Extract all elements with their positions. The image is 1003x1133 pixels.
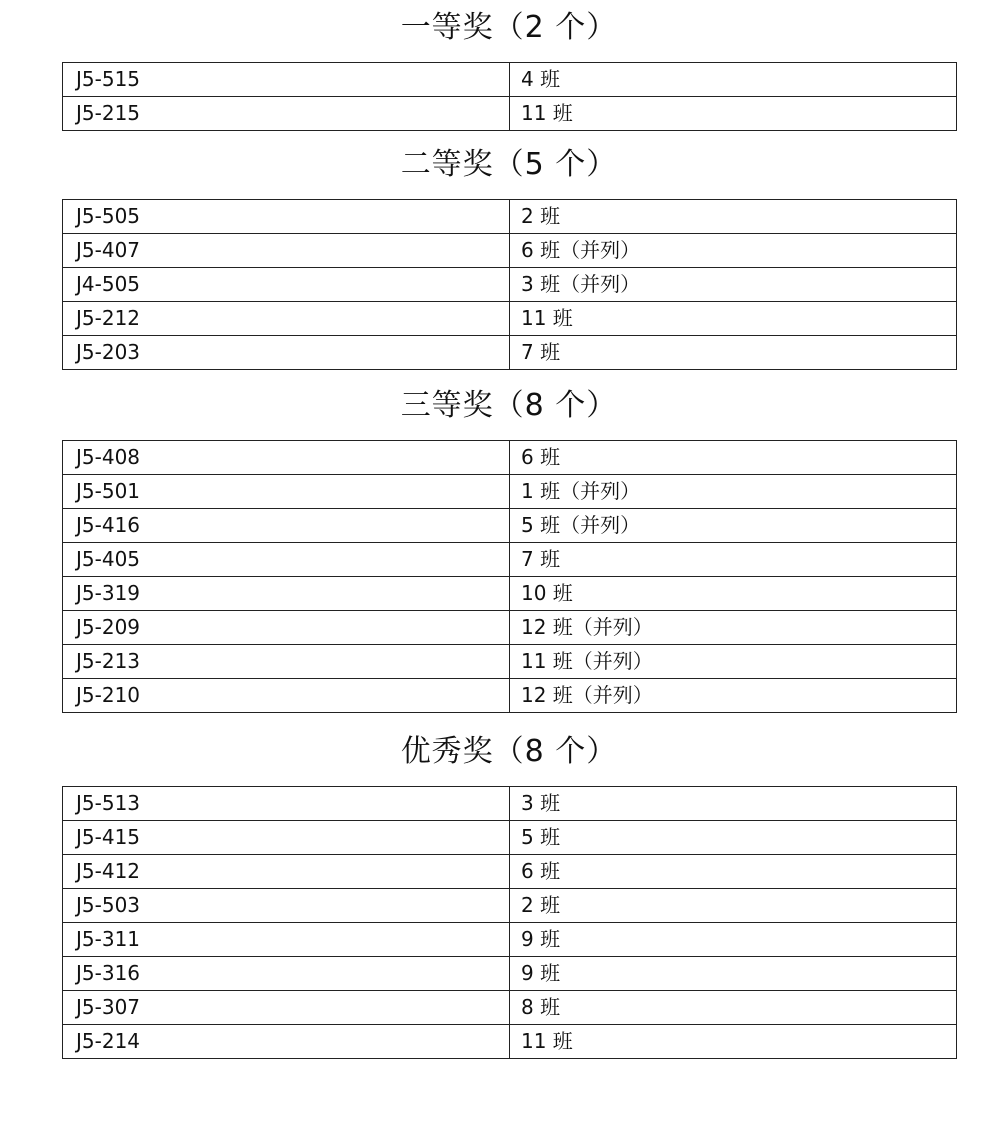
class-cell: 6 班 [510,855,957,889]
class-cell: 3 班 [510,787,957,821]
class-cell: 11 班（并列） [510,645,957,679]
table-row [63,509,957,543]
table-row [63,991,957,1025]
room-cell: J5-415 [63,821,510,855]
room-cell: J5-311 [63,923,510,957]
class-cell: 1 班（并列） [510,475,957,509]
section-title: 优秀奖（8 个） [400,734,618,769]
section-title: 三等奖（8 个） [400,388,618,423]
table-row [63,855,957,889]
class-cell: 12 班（并列） [510,679,957,713]
award-section-excellence [62,726,956,1059]
class-cell: 7 班 [510,543,957,577]
room-cell: J5-416 [63,509,510,543]
room-cell: J4-505 [63,268,510,302]
class-cell: 2 班 [510,200,957,234]
class-cell: 9 班 [510,957,957,991]
table-row [63,923,957,957]
room-cell: J5-408 [63,441,510,475]
room-cell: J5-316 [63,957,510,991]
class-cell: 10 班 [510,577,957,611]
room-cell: J5-213 [63,645,510,679]
award-table [62,786,957,1059]
table-row [63,97,957,131]
class-cell: 5 班（并列） [510,509,957,543]
class-cell: 12 班（并列） [510,611,957,645]
class-cell: 4 班 [510,63,957,97]
table-row [63,441,957,475]
room-cell: J5-214 [63,1025,510,1059]
table-row [63,1025,957,1059]
section-title: 一等奖（2 个） [400,10,618,45]
room-cell: J5-407 [63,234,510,268]
class-cell: 6 班 [510,441,957,475]
class-cell: 5 班 [510,821,957,855]
award-section-third [62,380,956,713]
table-row [63,821,957,855]
room-cell: J5-503 [63,889,510,923]
table-row [63,234,957,268]
room-cell: J5-505 [63,200,510,234]
table-row [63,302,957,336]
table-row [63,611,957,645]
room-cell: J5-319 [63,577,510,611]
room-cell: J5-513 [63,787,510,821]
room-cell: J5-515 [63,63,510,97]
award-table [62,62,957,131]
table-row [63,645,957,679]
class-cell: 3 班（并列） [510,268,957,302]
room-cell: J5-215 [63,97,510,131]
room-cell: J5-203 [63,336,510,370]
class-cell: 6 班（并列） [510,234,957,268]
table-row [63,268,957,302]
table-row [63,200,957,234]
class-cell: 7 班 [510,336,957,370]
room-cell: J5-307 [63,991,510,1025]
class-cell: 2 班 [510,889,957,923]
table-row [63,63,957,97]
table-row [63,957,957,991]
room-cell: J5-501 [63,475,510,509]
section-title: 二等奖（5 个） [400,147,618,182]
table-row [63,679,957,713]
table-row [63,577,957,611]
room-cell: J5-209 [63,611,510,645]
table-row [63,475,957,509]
class-cell: 8 班 [510,991,957,1025]
award-table [62,440,957,713]
room-cell: J5-212 [63,302,510,336]
table-row [63,787,957,821]
room-cell: J5-412 [63,855,510,889]
table-row [63,336,957,370]
class-cell: 11 班 [510,1025,957,1059]
table-row [63,543,957,577]
room-cell: J5-210 [63,679,510,713]
room-cell: J5-405 [63,543,510,577]
class-cell: 11 班 [510,97,957,131]
class-cell: 9 班 [510,923,957,957]
award-section-second [62,139,956,370]
class-cell: 11 班 [510,302,957,336]
award-table [62,199,957,370]
award-section-first [62,2,956,131]
table-row [63,889,957,923]
